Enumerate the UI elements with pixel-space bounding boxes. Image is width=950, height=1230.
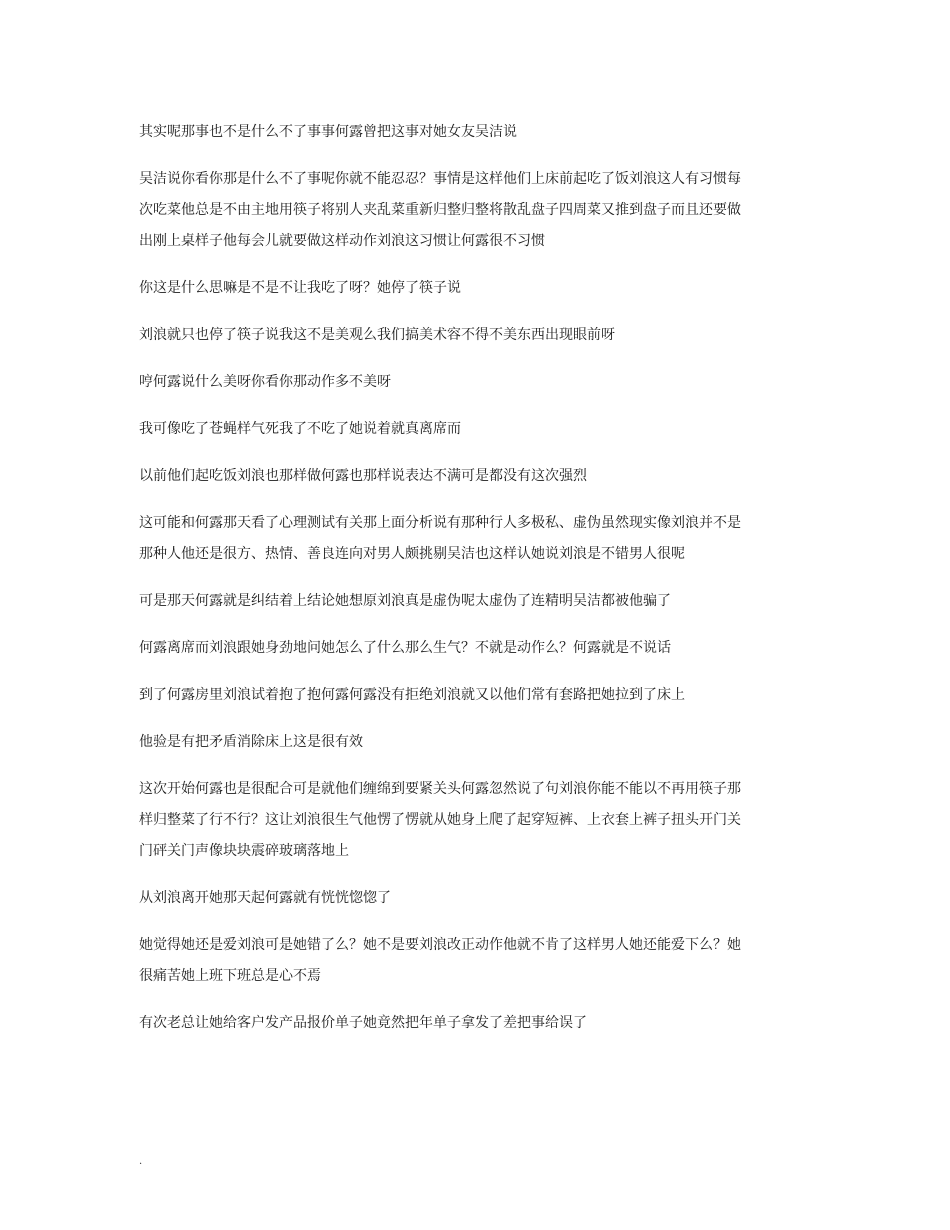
paragraph: 到了何露房里刘浪试着抱了抱何露何露没有拒绝刘浪就又以他们常有套路把她拉到了床上 <box>139 687 685 703</box>
paragraph: 以前他们起吃饭刘浪也那样做何露也那样说表达不满可是都没有这次强烈 <box>139 468 587 484</box>
paragraph: 有次老总让她给客户发产品报价单子她竟然把年单子拿发了差把事给误了 <box>139 1015 587 1031</box>
paragraph: 何露离席而刘浪跟她身劲地问她怎么了什么那么生气？不就是动作么？何露就是不说话 <box>139 640 671 656</box>
paragraph: 可是那天何露就是纠结着上结论她想原刘浪真是虚伪呢太虚伪了连精明吴洁都被他骗了 <box>139 593 671 609</box>
document-body <box>139 117 749 1055</box>
paragraph: 我可像吃了苍蝇样气死我了不吃了她说着就真离席而 <box>139 421 461 437</box>
paragraph: 你这是什么思嘛是不是不让我吃了呀？她停了筷子说 <box>139 280 461 296</box>
paragraph: 其实呢那事也不是什么不了事事何露曾把这事对她女友吴洁说 <box>139 124 517 140</box>
paragraph: 她觉得她还是爱刘浪可是她错了么？她不是要刘浪改正动作他就不肯了这样男人她还能爱下么？她很痛苦她上班下班总是心不焉 <box>139 937 741 984</box>
footer-mark: . <box>139 1156 143 1167</box>
paragraph: 吴洁说你看你那是什么不了事呢你就不能忍忍？事情是这样他们上床前起吃了饭刘浪这人有习惯每次吃菜他总是不由主地用筷子将别人夹乱菜重新归整归整将散乱盘子四周菜又推到盘子而且还要做出刚上桌样子他每会儿就要做这样动作刘浪这习惯让何露很不习惯 <box>139 171 741 249</box>
paragraph: 这次开始何露也是很配合可是就他们缠绵到要紧关头何露忽然说了句刘浪你能不能以不再用筷子那样归整菜了行不行？这让刘浪很生气他愣了愣就从她身上爬了起穿短裤、上衣套上裤子扭头开门关门砰关门声像块块震碎玻璃落地上 <box>139 781 741 859</box>
paragraph: 刘浪就只也停了筷子说我这不是美观么我们搞美术容不得不美东西出现眼前呀 <box>139 327 615 343</box>
paragraph: 哼何露说什么美呀你看你那动作多不美呀 <box>139 374 391 390</box>
paragraph: 他验是有把矛盾消除床上这是很有效 <box>139 734 363 750</box>
paragraph: 这可能和何露那天看了心理测试有关那上面分析说有那种行人多极私、虚伪虽然现实像刘浪并不是那种人他还是很方、热情、善良连向对男人颇挑剔吴洁也这样认她说刘浪是不错男人很呢 <box>139 515 741 562</box>
paragraph: 从刘浪离开她那天起何露就有恍恍惚惚了 <box>139 890 391 906</box>
